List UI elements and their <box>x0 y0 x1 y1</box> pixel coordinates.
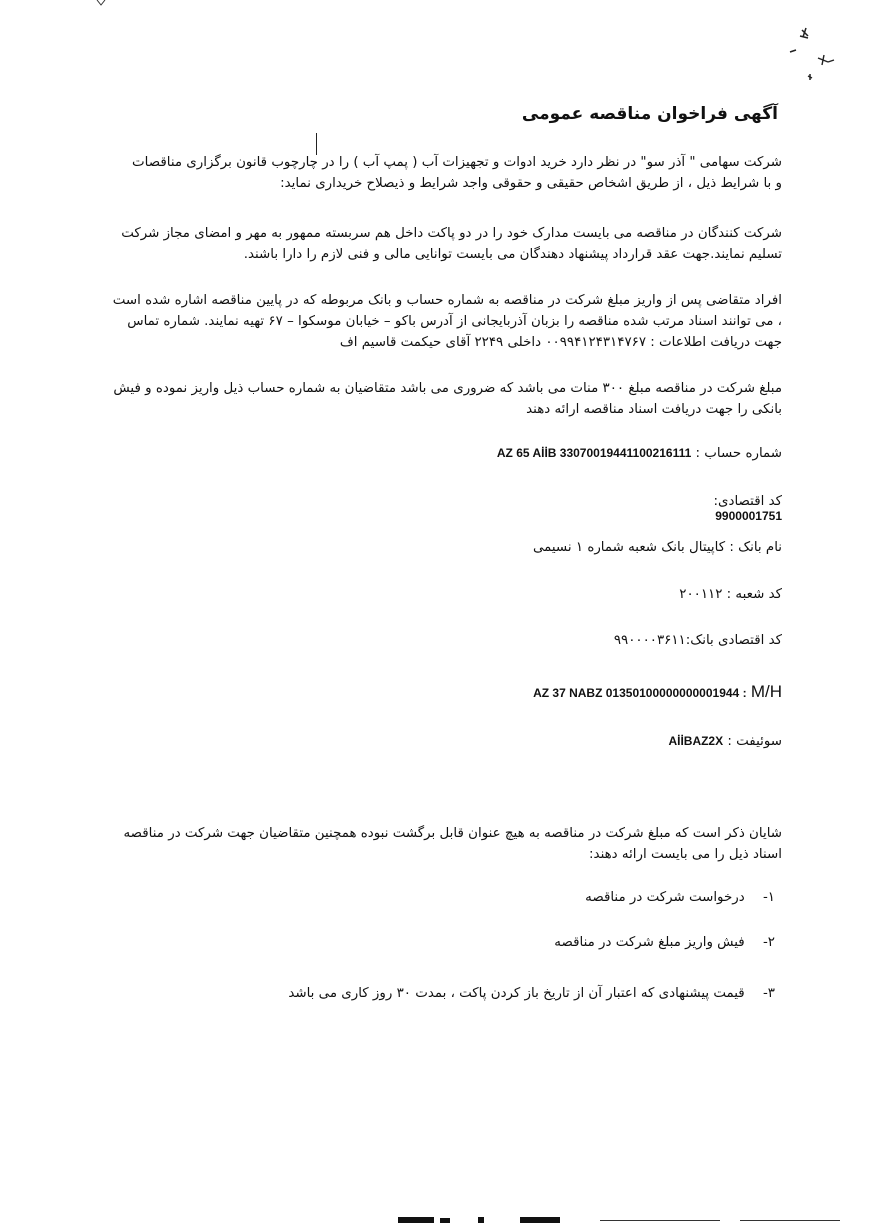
scan-bottom-artifacts <box>0 1215 870 1223</box>
mh-label: M/H <box>750 682 782 701</box>
list-item-number: ۲- <box>762 935 775 950</box>
paragraph-note <box>92 823 782 865</box>
swift-label: سوئیفت : <box>727 734 782 749</box>
paragraph-line: اسناد ذیل را می بایست ارائه دهند: <box>589 847 782 862</box>
mh-value: AZ 37 NABZ 01350100000000001944 : <box>533 686 747 700</box>
paragraph-line: تسلیم نمایند.جهت عقد قرارداد پیشنهاد دهندگان می بایست توانایی مالی و فنی لازم را دارا باشند. <box>243 247 782 262</box>
paragraph-fee <box>92 378 782 420</box>
list-item <box>288 986 775 1001</box>
account-number-value: AZ 65 AİİB 33070019441100216111 <box>496 446 692 460</box>
swift-value: AİİBAZ2X <box>668 734 724 748</box>
list-item-number: ۱- <box>762 890 775 905</box>
paragraph-documents <box>92 290 782 353</box>
paragraph-line: مبلغ شرکت در مناقصه مبلغ ۳۰۰ منات می باشد که ضروری می باشد متقاضیان به شماره حساب ذیل واریز نموده و فیش <box>113 381 782 396</box>
paragraph-line: شایان ذکر است که مبلغ شرکت در مناقصه به هیچ عنوان قابل برگشت نبوده همچنین متقاضیان جهت شرکت در مناقصه <box>123 826 782 841</box>
paragraph-line: شرکت سهامی " آذر سو" در نظر دارد خرید ادوات و تجهیزات آب ( پمپ آب ) را در چارچوب قانون برگزاری مناقصات <box>132 155 782 170</box>
paragraph-line: بانکی را جهت دریافت اسناد مناقصه ارائه دهند <box>526 402 782 417</box>
account-number-field <box>497 446 782 461</box>
tax-code-value: 9900001751 <box>715 509 782 523</box>
paragraph-line: ، می توانند اسناد مرتب شده مناقصه را بزبان آذربایجانی از آدرس باکو – خیابان موسکوا – ۶۷ تهیه نمایند. شماره تماس <box>127 314 782 329</box>
paragraph-line: افراد متقاضی پس از واریز مبلغ شرکت در مناقصه به شماره حساب و بانک مربوطه که در پایین مناقصه اشاره شده است <box>112 293 782 308</box>
list-item <box>585 890 775 905</box>
paragraph-line: شرکت کنندگان در مناقصه می بایست مدارک خود را در دو پاکت داخل هم سربسته ممهور به مهر و امضای مجاز شرکت <box>121 226 782 241</box>
list-item-text: فیش واریز مبلغ شرکت در مناقصه <box>554 935 745 950</box>
list-item-text: درخواست شرکت در مناقصه <box>585 890 745 905</box>
account-number-label: شماره حساب : <box>695 446 782 461</box>
page-title: آگهی فراخوان مناقصه عمومی <box>521 104 778 124</box>
list-item-number: ۳- <box>762 986 775 1001</box>
tax-code-label: کد اقتصادی: <box>713 494 782 509</box>
paragraph-submission <box>92 223 782 265</box>
paragraph-line: جهت دریافت اطلاعات : ۰۰۹۹۴۱۲۴۳۱۴۷۶۷ داخلی ۲۲۴۹ آقای حیکمت قاسیم اف <box>339 335 782 350</box>
paragraph-line: و با شرایط ذیل ، از طریق اشخاص حقیقی و حقوقی واجد شرایط و ذیصلاح خریداری نماید: <box>280 176 782 191</box>
bank-tax-code-field: کد اقتصادی بانک:۹۹۰۰۰۰۳۶۱۱ <box>613 633 782 648</box>
tax-code-field <box>714 494 782 524</box>
swift-field <box>668 734 782 749</box>
paragraph-intro <box>92 152 782 194</box>
mh-field <box>533 682 782 702</box>
list-item-text: قیمت پیشنهادی که اعتبار آن از تاریخ باز کردن پاکت ، بمدت ۳۰ روز کاری می باشد <box>288 986 745 1001</box>
scan-edge-mark <box>96 0 106 6</box>
handwritten-marks <box>780 22 840 92</box>
bank-name-field: نام بانک : کاپیتال بانک شعبه شماره ۱ نسیمی <box>532 540 782 555</box>
list-item <box>554 935 775 950</box>
branch-code-field: کد شعبه : ۲۰۰۱۱۲ <box>679 587 782 602</box>
